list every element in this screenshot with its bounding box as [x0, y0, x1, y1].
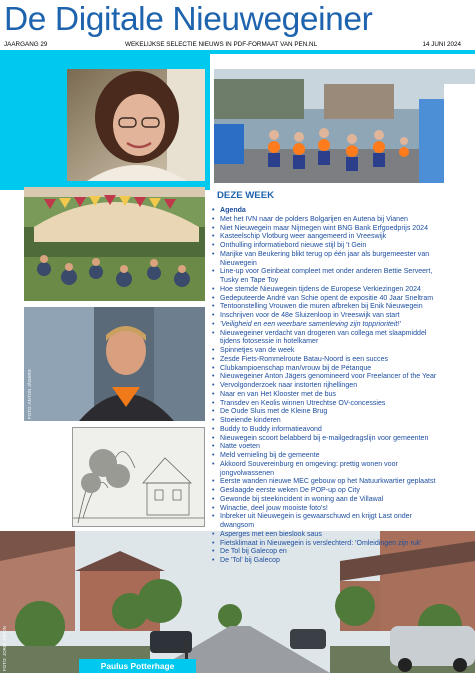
photo-festival	[24, 187, 205, 301]
week-list-item[interactable]: • Winactie, deel jouw mooiste foto's!	[210, 505, 472, 514]
week-list	[210, 207, 472, 566]
week-list-item[interactable]: • Stoeiende kinderen	[210, 417, 472, 426]
week-list-item[interactable]: dwangsom	[220, 522, 255, 529]
week-list-item[interactable]: • Gedeputeerde André van Schie opent de expositie 40 Jaar Sneltram	[210, 295, 472, 304]
masthead	[0, 0, 475, 40]
street-name-label: Paulus Potterhage	[79, 659, 196, 673]
week-list-item[interactable]: • 'Veiligheid en een weerbare samenleving zijn topprioriteit!'	[210, 321, 472, 330]
week-list-item[interactable]: • Naar en van Het Klooster met de bus	[210, 391, 472, 400]
festival-image	[24, 187, 205, 301]
week-list-item[interactable]: • Marijke van Beukering blikt terug op één jaar als burgemeester van	[210, 251, 472, 260]
week-list-item[interactable]: • Natte voeten	[210, 443, 472, 452]
week-list-item[interactable]: • Spinnetjes van de week	[210, 347, 472, 356]
week-list-item[interactable]: • Line-up voor Geinbeat compleet met onder anderen Bettie Serveert,	[210, 268, 472, 277]
photo-runners	[214, 69, 475, 183]
week-list-item[interactable]: • Akkoord Souvereinburg en omgeving: prettig wonen voor	[210, 461, 472, 470]
man-image	[24, 307, 205, 421]
week-list-item[interactable]: • Vervolgonderzoek naar instorten rijhellingen	[210, 382, 472, 391]
week-list-item[interactable]: • Inbreker uit Nieuwegein is gewaarschuwd en krijgt Last onder	[210, 513, 472, 522]
week-list-item[interactable]: • Agenda	[210, 207, 472, 216]
week-list-item[interactable]: • Nieuwegeiner verdacht van drogeren van collega met slaapmiddel	[210, 330, 472, 339]
week-list-item[interactable]: • Asperges met een bieslook saus	[210, 531, 472, 540]
week-list-item[interactable]: • Eerste wanden nieuwe MEC gebouw op het Natuurkwartier geplaatst	[210, 478, 472, 487]
week-list-item[interactable]: • Niet Nieuwegein maar Nijmegen wint BNG Bank Erfgoedprijs 2024	[210, 225, 472, 234]
week-list-item[interactable]: • Hoe stemde Nieuwegein tijdens de Europese Verkiezingen 2024	[210, 286, 472, 295]
week-list-item[interactable]: Tusky en Tape Toy	[220, 277, 279, 284]
week-list-item[interactable]: • Geslaagde eerste weken De POP-up op City	[210, 487, 472, 496]
drawing-image	[73, 428, 205, 527]
week-list-item[interactable]: • Met het IVN naar de polders Bolgarijen en Autena bij Vianen	[210, 216, 472, 225]
photo-drawing	[72, 427, 205, 527]
week-list-item[interactable]: • Nieuwegein scoort belabberd bij e-mailgedragslijn voor gemeenten	[210, 435, 472, 444]
subtitle: WEKELIJKSE SELECTIE NIEUWS IN PDF-FORMAAT VAN PEN.NL	[125, 41, 318, 48]
week-list-item[interactable]: • Zesde Fiets-Rommelroute Batau-Noord is een succes	[210, 356, 472, 365]
week-list-item[interactable]: • De 'Tol' bij Galecop	[210, 557, 472, 566]
runners-image	[214, 69, 475, 183]
meta-row	[0, 40, 475, 50]
week-list-item[interactable]: • Buddy to Buddy informatieavond	[210, 426, 472, 435]
week-list-item[interactable]: • Fietsklimaat in Nieuwegein is verslechterd: 'Omleidingen zijn ruk'	[210, 540, 472, 549]
week-list-item[interactable]: • Transdev en Keolis winnen Utrechtse OV-concessies	[210, 400, 472, 409]
week-list-item[interactable]: • De Tol bij Galecop en	[210, 548, 472, 557]
week-list-item[interactable]: • Kasteelschip Vlotburg weer aangemeerd in Vreeswijk	[210, 233, 472, 242]
issue-date: 14 JUNI 2024	[422, 41, 461, 48]
week-list-item[interactable]: • Clubkampioenschap man/vrouw bij de Pétanque	[210, 365, 472, 374]
photo-credit-mid: FOTO: ANTON JÄGERS	[27, 369, 32, 419]
portrait-image	[67, 69, 205, 181]
week-list-item[interactable]: • Tentoonstelling Vrouwen die muren afbreken bij Enik Nieuwegein	[210, 303, 472, 312]
week-list-item[interactable]: • De Oude Sluis met de Kleine Brug	[210, 408, 472, 417]
cyan-strip-right	[210, 50, 475, 54]
page-title: De Digitale Nieuwegeiner	[4, 1, 373, 38]
photo-man	[24, 307, 205, 421]
week-list-item[interactable]: • Nieuwegeiner Anton Jägers genomineerd voor Freelancer of the Year	[210, 373, 472, 382]
photo-portrait	[67, 69, 205, 181]
volume-label: JAARGANG 29	[4, 41, 48, 48]
week-list-item[interactable]: Nieuwegein	[220, 259, 257, 267]
week-list-item[interactable]: • Inschrijven voor de 48e Sluizenloop in Vreeswijk van start	[210, 312, 472, 321]
photo-credit-left: FOTO: JORDI JUPIJN	[2, 626, 7, 671]
week-list-item[interactable]: tijdens fotosessie in hotelkamer	[220, 338, 319, 346]
week-list-item[interactable]: • Gewonde bij steekincident in woning aan de Villawal	[210, 496, 472, 505]
week-list-item[interactable]: • Meld vernieling bij de gemeente	[210, 452, 472, 461]
week-list-item[interactable]: jongvolwassenen	[220, 469, 275, 477]
week-list-item[interactable]: • Onthulling informatiebord nieuwe stijl bij 't Gein	[210, 242, 472, 251]
week-heading: DEZE WEEK	[217, 190, 275, 201]
